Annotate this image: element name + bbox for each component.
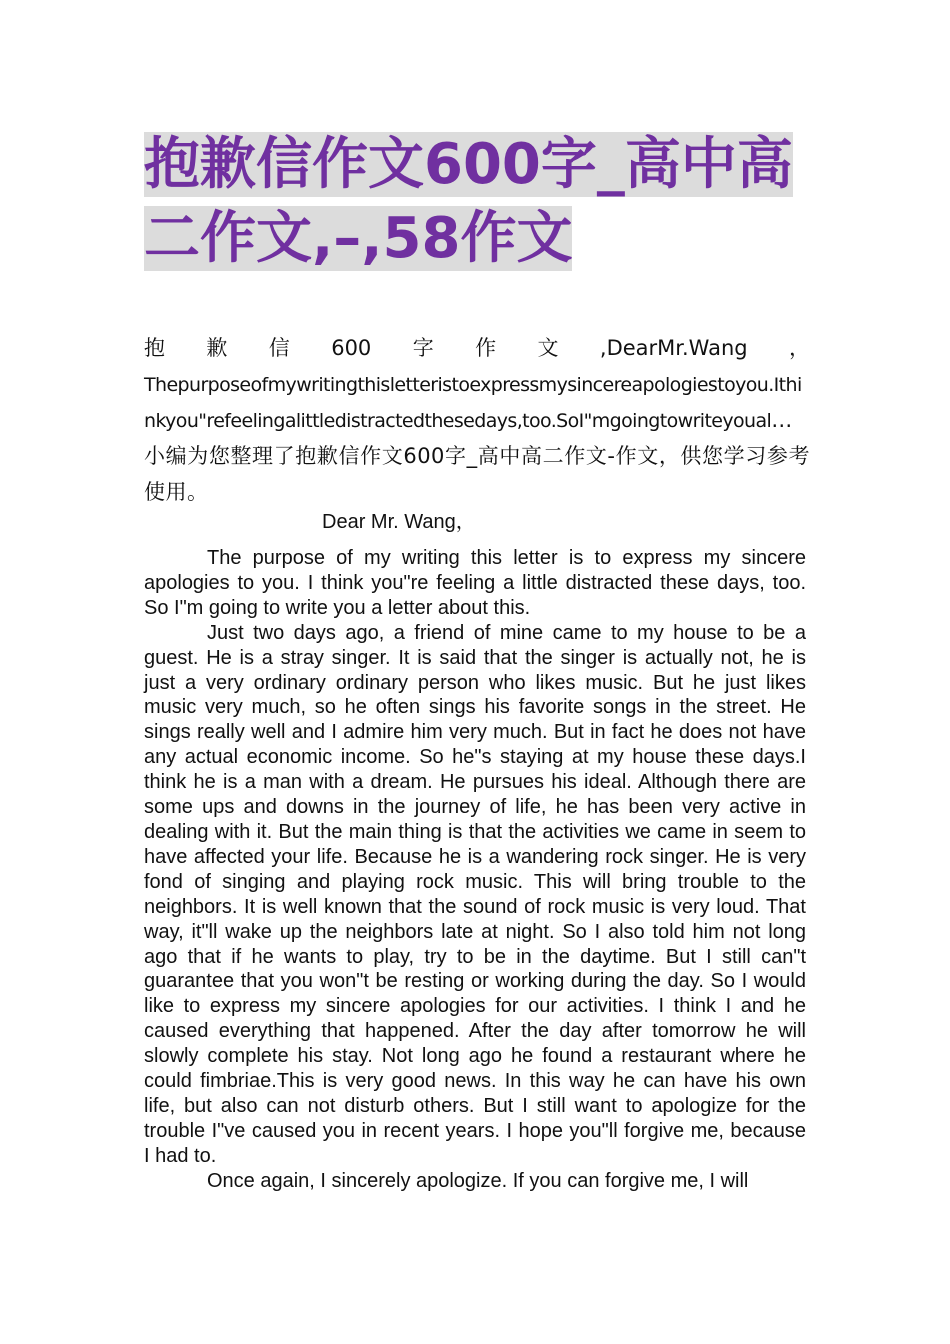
page-title-text: 抱歉信作文600字_高中高二作文,–,58作文 — [144, 132, 793, 271]
intro-rest-text: …小编为您整理了抱歉信作文600字_高中高二作文-作文，供您学习参考使用。 — [144, 408, 810, 504]
intro-summary — [144, 330, 810, 510]
letter-salutation: Dear Mr. Wang， — [322, 511, 476, 533]
paragraph-2: Just two days ago, a friend of mine came to my house to be a guest. He is a stray singer. It is said that the singer is actually not, he is just a very ordinary ordinary person who likes music. But he just likes music very much, so he often sings his favorite songs in the street. He sings really well and I admire him very much. But in fact he does not have any actual economic income. So he"s staying at my house these days.I think he is a man with a dream. He pursues his ideal. Although there are some ups and downs in the journey of life, he has been very active in dealing with it. But the main thing is that the activities we came in seem to have affected your life. Because he is a wandering rock singer. He is very fond of singing and playing rock music. This will bring trouble to the neighbors. It is well known that the sound of rock music is very loud. That way, it"ll wake up the neighbors late at night. So I also told him not long ago that if he wants to play, try to be in the daytime. But I still can"t guarantee that you won"t be resting or working during the day. So I would like to express my sincere apologies for our activities. I think I and he caused everything that happened. After the day after tomorrow he will slowly complete his stay. Not long ago he found a restaurant where he could fimbriae.This is very good news. In this way he can have his own life, but also can not disturb others. But I still want to apologize for the trouble I"ve caused you in recent years. I hope you"ll forgive me, because I had to. — [144, 621, 806, 1167]
intro-squeezed-text: Thepurposeofmywritingthisletteristoexpressmysincereapologiestoyou.Ithinkyou"refeelingalittledistractedthesedays,too.SoI"mgoingtowriteyoual — [144, 374, 802, 432]
paragraph-1: The purpose of my writing this letter is to express my sincere apologies to you. I think you"re feeling a little distracted these days, too. So I"m going to write you a letter about this. — [144, 547, 806, 619]
intro-first-line: 抱 歉 信 600 字 作 文 ,DearMr.Wang ， — [144, 336, 810, 360]
paragraph-3: Once again, I sincerely apologize. If you can forgive me, I will — [207, 1169, 749, 1192]
letter-body — [144, 546, 806, 1194]
page-title — [144, 128, 810, 276]
